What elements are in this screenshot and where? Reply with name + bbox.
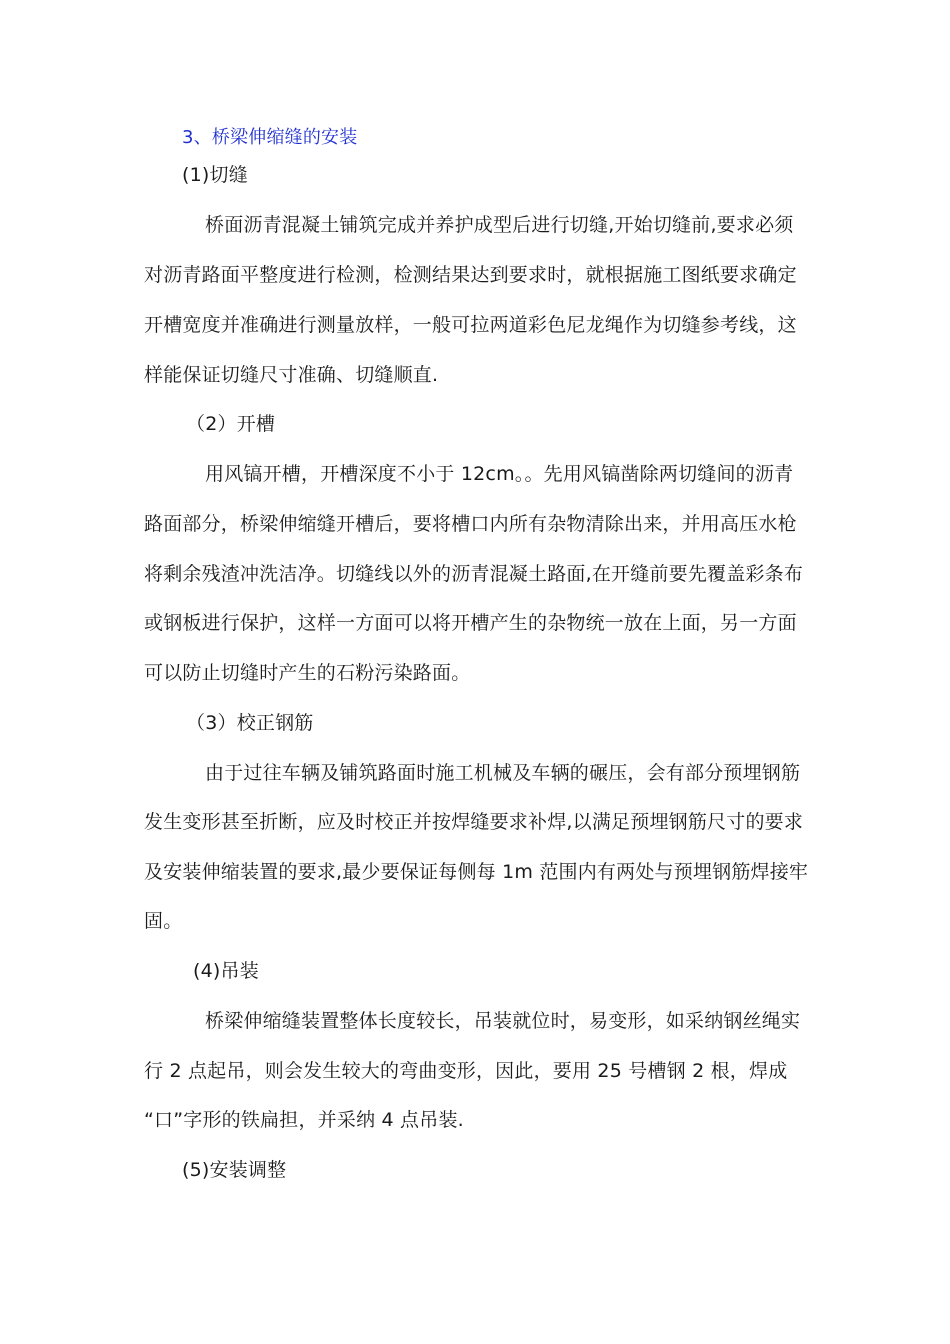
paragraph-line: 由于过往车辆及铺筑路面时施工机械及车辆的碾压，会有部分预埋钢筋 [205,762,801,784]
paragraph-line: 及安装伸缩装置的要求,最少要保证每侧每 1m 范围内有两处与预埋钢筋焊接牢 [144,861,809,883]
subsection-title: （3）校正钢筋 [186,712,314,734]
paragraph-line: 开槽宽度并准确进行测量放样，一般可拉两道彩色尼龙绳作为切缝参考线，这 [144,314,797,336]
paragraph-line: 对沥青路面平整度进行检测，检测结果达到要求时，就根据施工图纸要求确定 [144,264,797,286]
section-heading: 3、桥梁伸缩缝的安装 [182,127,358,148]
paragraph-line: 将剩余残渣冲洗洁净。切缝线以外的沥青混凝土路面,在开缝前要先覆盖彩条布 [144,563,804,585]
subsection-title: (1)切缝 [182,164,248,186]
paragraph-line: 发生变形甚至折断，应及时校正并按焊缝要求补焊,以满足预埋钢筋尺寸的要求 [144,811,804,833]
subsection-title: （2）开槽 [186,413,276,435]
paragraph-line: 路面部分，桥梁伸缩缝开槽后，要将槽口内所有杂物清除出来，并用高压水枪 [144,513,797,535]
paragraph-line: 样能保证切缝尺寸准确、切缝顺直. [144,364,439,386]
paragraph-line: 用风镐开槽，开槽深度不小于 12cm。。先用风镐凿除两切缝间的沥青 [205,463,794,485]
subsection-title: (5)安装调整 [182,1159,287,1181]
paragraph-line: 固。 [144,910,183,932]
paragraph-line: 桥梁伸缩缝装置整体长度较长，吊装就位时，易变形，如采纳钢丝绳实 [205,1010,801,1032]
paragraph-line: “口”字形的铁扁担，并采纳 4 点吊装. [144,1109,464,1131]
paragraph-line: 可以防止切缝时产生的石粉污染路面。 [144,662,471,684]
paragraph-line: 或钢板进行保护，这样一方面可以将开槽产生的杂物统一放在上面，另一方面 [144,612,797,634]
paragraph-line: 行 2 点起吊，则会发生较大的弯曲变形，因此，要用 25 号槽钢 2 根，焊成 [144,1060,788,1082]
paragraph-line: 桥面沥青混凝土铺筑完成并养护成型后进行切缝,开始切缝前,要求必须 [205,214,794,236]
subsection-title: (4)吊装 [193,960,259,982]
